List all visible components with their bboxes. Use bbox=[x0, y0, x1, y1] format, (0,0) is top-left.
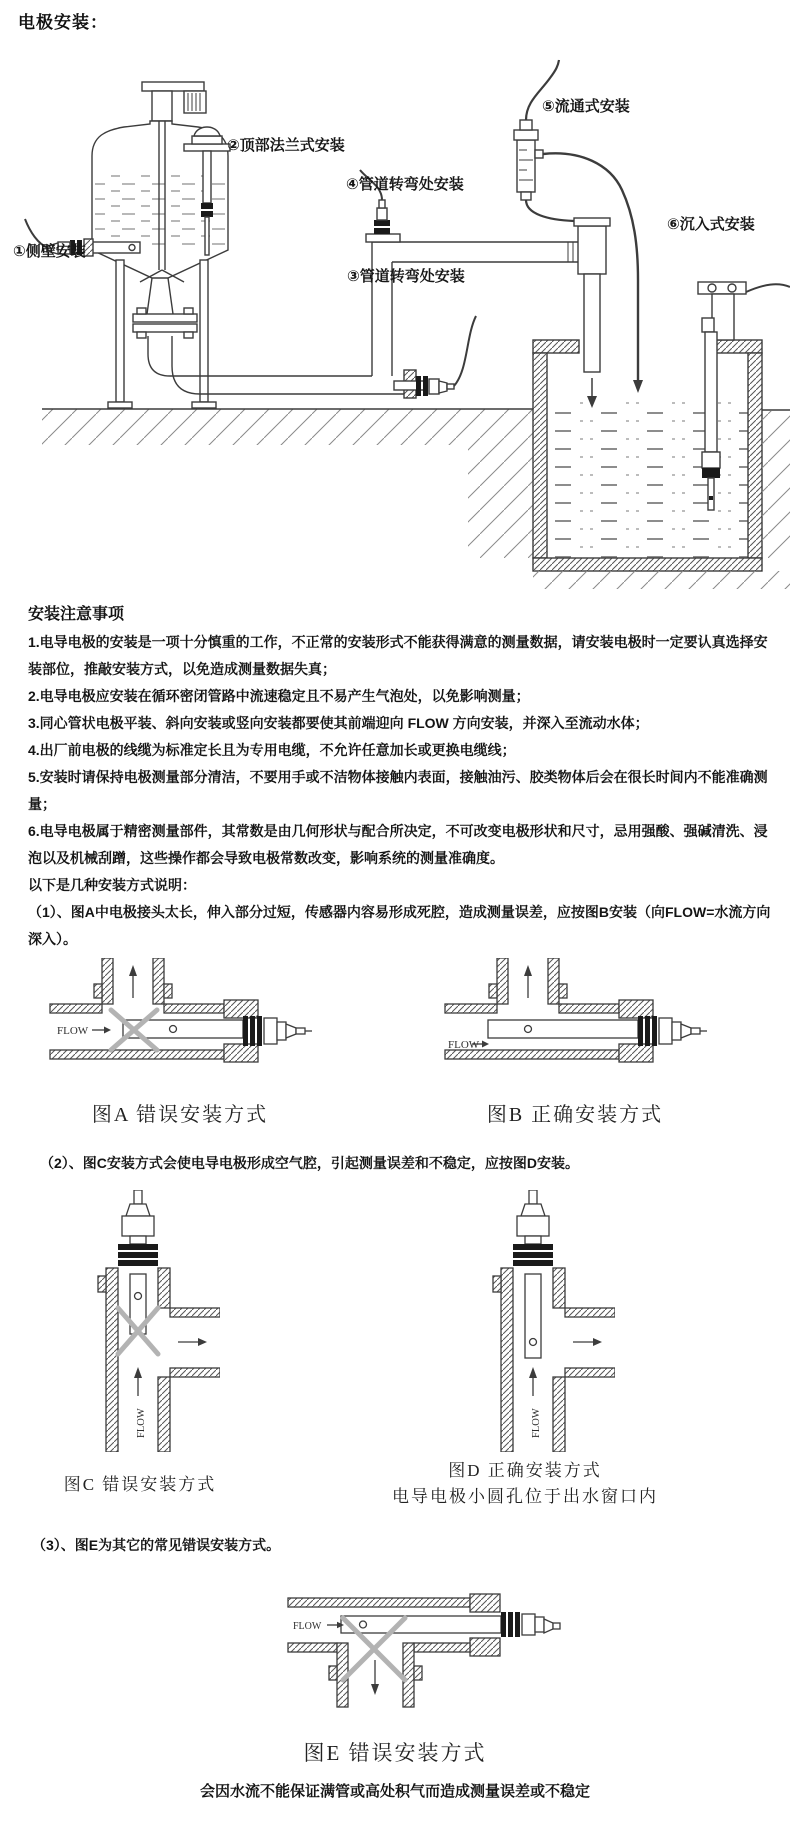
flow-label: FLOW bbox=[57, 1025, 89, 1037]
note-item-5: 5.安装时请保持电极测量部分清洁，不要用手或不洁物体接触内表面，接触油污、胶类物体后会在很长时间内不能准确测量； bbox=[28, 769, 768, 812]
flow-label: FLOW bbox=[136, 1408, 147, 1438]
note-item-2: 2.电导电极应安装在循环密闭管路中流速稳定且不易产生气泡处，以免影响测量； bbox=[28, 688, 530, 704]
label-top-flange-mount: ②顶部法兰式安装 bbox=[227, 137, 345, 154]
electrode-assembly bbox=[341, 1612, 560, 1637]
figure-e-diagram bbox=[283, 1588, 563, 1728]
electrode-hole bbox=[170, 1026, 177, 1033]
label-submerged-mount: ⑥沉入式安装 bbox=[667, 216, 755, 233]
electrode-assembly bbox=[513, 1190, 553, 1266]
electrode-cable bbox=[746, 284, 790, 292]
electrode-hole bbox=[530, 1339, 537, 1346]
figure-a-caption: 图A 错误安装方式 bbox=[91, 1104, 269, 1126]
explanation-3: （3）、图E为其它的常见错误安装方式。 bbox=[32, 1537, 281, 1553]
explanation-2: （2）、图C安装方式会使电导电极形成空气腔，引起测量误差和不稳定，应按图D安装。 bbox=[40, 1155, 580, 1171]
flow-label: FLOW bbox=[531, 1408, 542, 1438]
footer-note: 会因水流不能保证满管或高处积气而造成测量误差或不稳定 bbox=[199, 1783, 590, 1800]
installation-notes bbox=[28, 601, 776, 953]
outlet-tee-and-pipe bbox=[574, 218, 610, 408]
note-item-1: 1.电导电极的安装是一项十分慎重的工作，不正常的安装形式不能获得满意的测量数据，请安装电极时一定要认真选择安装部位，推敲安装方式，以免造成测量数据失真； bbox=[28, 634, 768, 677]
figure-c-diagram bbox=[60, 1190, 220, 1452]
figure-b-diagram bbox=[440, 958, 710, 1090]
methods-intro: 以下是几种安装方式说明： bbox=[28, 877, 196, 893]
electrode-assembly bbox=[123, 1016, 312, 1046]
note-item-6: 6.电导电极属于精密测量部件，其常数是由几何形状与配合所决定，不可改变电极形状和尺寸，忌用强酸、强碱清洗、浸泡以及机械刮蹭，这些操作都会导致电极常数改变，影响系统的测量准确度。 bbox=[28, 823, 768, 866]
notes-heading: 安装注意事项 bbox=[28, 606, 125, 623]
electrode-assembly bbox=[488, 1016, 707, 1046]
figure-d-caption-2: 电导电极小圆孔位于出水窗口内 bbox=[392, 1487, 658, 1506]
label-side-wall-mount: ①侧壁安装 bbox=[13, 243, 86, 260]
figure-e-caption: 图E 错误安装方式 bbox=[303, 1741, 487, 1765]
pipe-bend-electrode-3 bbox=[394, 316, 476, 398]
label-flow-through-mount: ⑤流通式安装 bbox=[542, 98, 630, 115]
note-item-3: 3.同心管状电极平装、斜向安装或竖向安装都要使其前端迎向 FLOW 方向安装，并深入至流动水体； bbox=[28, 715, 649, 731]
page-title: 电极安装： bbox=[18, 13, 108, 32]
electrode-hole bbox=[135, 1293, 142, 1300]
figure-c-caption: 图C 错误安装方式 bbox=[63, 1475, 217, 1494]
motor-fins bbox=[184, 91, 206, 113]
electrode-hole bbox=[525, 1026, 532, 1033]
explanation-1: （1）、图A中电极接头太长，伸入部分过短，传感器内容易形成死腔，造成测量误差，应按图B安装（向FLOW=水流方向深入）。 bbox=[28, 904, 771, 947]
figure-a-diagram bbox=[45, 958, 315, 1090]
flow-label: FLOW bbox=[293, 1621, 322, 1632]
installation-overview-diagram bbox=[0, 30, 790, 595]
electrode-assembly bbox=[118, 1190, 158, 1266]
electrode-hole bbox=[360, 1621, 367, 1628]
flow-label: FLOW bbox=[448, 1039, 480, 1051]
figure-b-caption: 图B 正确安装方式 bbox=[486, 1104, 664, 1126]
label-pipe-bend-mount-4: ④管道转弯处安装 bbox=[346, 176, 464, 193]
label-pipe-bend-mount-3: ③管道转弯处安装 bbox=[347, 268, 465, 285]
note-item-4: 4.出厂前电极的线缆为标准定长且为专用电缆，不允许任意加长或更换电缆线； bbox=[28, 742, 516, 758]
figure-d-caption: 图D 正确安装方式 bbox=[448, 1461, 602, 1480]
figure-d-diagram bbox=[455, 1190, 615, 1452]
